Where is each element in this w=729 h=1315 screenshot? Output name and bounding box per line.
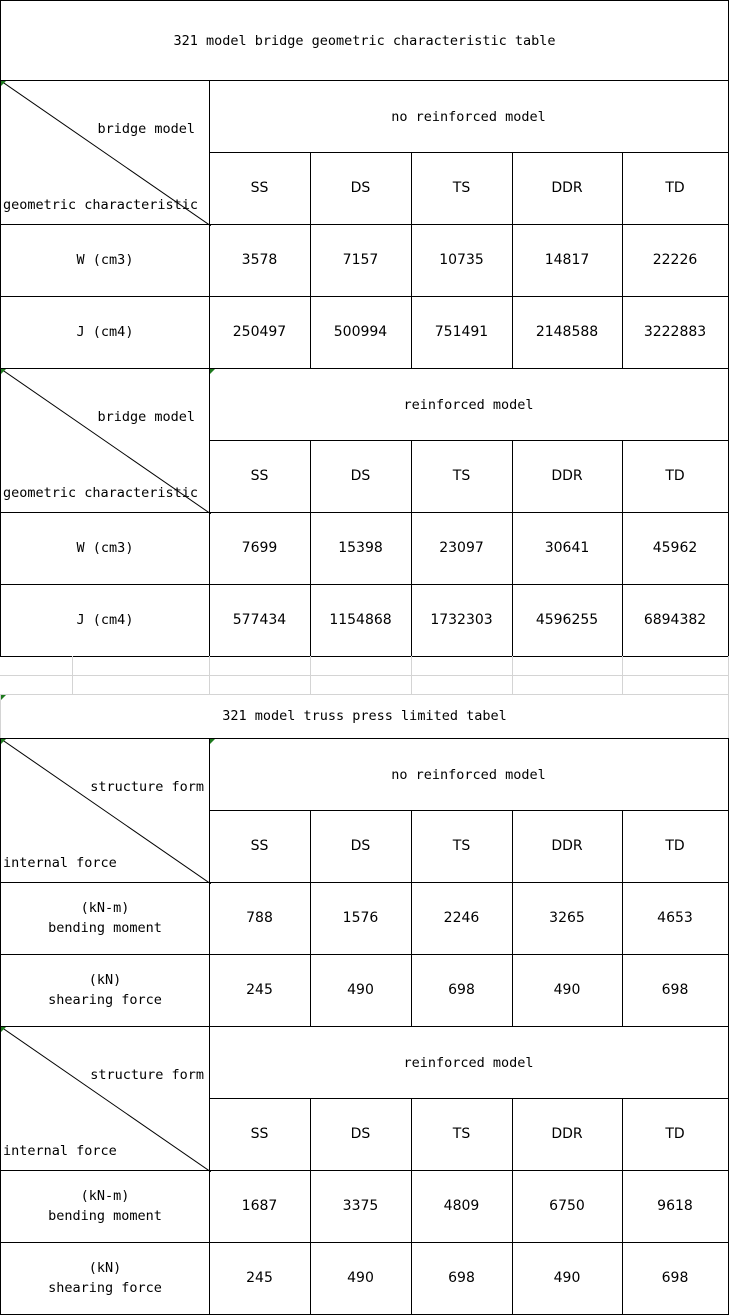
- table2-s1-col-ddr[interactable]: DDR: [512, 810, 623, 883]
- table2-s1-header-top: structure form: [90, 779, 204, 795]
- table2-s2-header-bottom: internal force: [3, 1143, 117, 1159]
- cell-comment-marker: [1, 695, 6, 700]
- table1-s1-header-top: bridge model: [97, 121, 195, 137]
- table1-s1-col-ss[interactable]: SS: [209, 152, 311, 225]
- empty-cell[interactable]: [512, 675, 623, 695]
- empty-cell[interactable]: [622, 675, 729, 695]
- row-label-unit: (kN-m): [80, 900, 130, 916]
- table2-s2-col-ddr[interactable]: DDR: [512, 1098, 623, 1171]
- cell-comment-marker: [1, 369, 6, 374]
- empty-cell[interactable]: [72, 656, 210, 676]
- table2-s2-group[interactable]: reinforced model: [209, 1026, 729, 1099]
- table2-s2-col-ts[interactable]: TS: [411, 1098, 513, 1171]
- table2-s1-cell[interactable]: 2246: [411, 882, 513, 955]
- table1-s2-diagonal-header[interactable]: [0, 368, 210, 513]
- row-label-unit: (kN-m): [80, 1188, 130, 1204]
- table2-s2-row-label[interactable]: [0, 1242, 210, 1315]
- table2-s2-cell[interactable]: 1687: [209, 1170, 311, 1243]
- table1-s2-col-ts[interactable]: TS: [411, 440, 513, 513]
- table1-s1-header-bottom: geometric characteristic: [3, 197, 199, 213]
- table2-title[interactable]: 321 model truss press limited tabel: [0, 694, 729, 739]
- table1-s1-cell[interactable]: 2148588: [512, 296, 623, 369]
- table1-s1-cell[interactable]: 14817: [512, 224, 623, 297]
- table1-s1-cell[interactable]: 3222883: [622, 296, 729, 369]
- table2-s1-cell[interactable]: 1576: [310, 882, 412, 955]
- table1-s2-col-ss[interactable]: SS: [209, 440, 311, 513]
- table2-s2-row-label[interactable]: [0, 1170, 210, 1243]
- empty-cell[interactable]: [411, 656, 513, 676]
- table2-s1-col-ts[interactable]: TS: [411, 810, 513, 883]
- table2-s1-row-label[interactable]: [0, 954, 210, 1027]
- row-label-unit: (kN): [88, 972, 122, 988]
- table2-s2-diagonal-header[interactable]: [0, 1026, 210, 1171]
- table1-s1-row-label[interactable]: W (cm3): [0, 224, 210, 297]
- table1-s1-row-label[interactable]: J (cm4): [0, 296, 210, 369]
- table1-s1-col-td[interactable]: TD: [622, 152, 729, 225]
- table2-s2-cell[interactable]: 9618: [622, 1170, 729, 1243]
- table2-s2-col-td[interactable]: TD: [622, 1098, 729, 1171]
- table1-s1-col-ds[interactable]: DS: [310, 152, 412, 225]
- table2-s1-header-bottom: internal force: [3, 855, 117, 871]
- table1-s2-group[interactable]: reinforced model: [209, 368, 729, 441]
- table2-s1-cell[interactable]: 788: [209, 882, 311, 955]
- table2-s2-cell[interactable]: 3375: [310, 1170, 412, 1243]
- table1-s2-cell[interactable]: 30641: [512, 512, 623, 585]
- table2-s1-diagonal-header[interactable]: [0, 738, 210, 883]
- table2-s2-col-ds[interactable]: DS: [310, 1098, 412, 1171]
- table2-s1-cell[interactable]: 4653: [622, 882, 729, 955]
- table1-s2-cell[interactable]: 23097: [411, 512, 513, 585]
- cell-comment-marker: [210, 369, 215, 374]
- table1-s2-cell[interactable]: 4596255: [512, 584, 623, 657]
- empty-cell[interactable]: [622, 656, 729, 676]
- table1-s2-header-top: bridge model: [97, 409, 195, 425]
- table2-s1-cell[interactable]: 698: [411, 954, 513, 1027]
- table1-s1-diagonal-header[interactable]: [0, 80, 210, 225]
- table1-s2-row-label[interactable]: J (cm4): [0, 584, 210, 657]
- table1-s2-col-td[interactable]: TD: [622, 440, 729, 513]
- table2-s2-cell[interactable]: 6750: [512, 1170, 623, 1243]
- table2-s2-cell[interactable]: 490: [310, 1242, 412, 1315]
- row-label-name: bending moment: [48, 920, 162, 936]
- table1-s2-header-bottom: geometric characteristic: [3, 485, 199, 501]
- row-label-name: bending moment: [48, 1208, 162, 1224]
- empty-cell[interactable]: [72, 675, 210, 695]
- empty-cell[interactable]: [411, 675, 513, 695]
- empty-cell[interactable]: [209, 675, 311, 695]
- table2-s1-cell[interactable]: 3265: [512, 882, 623, 955]
- cell-comment-marker: [1, 739, 6, 744]
- table2-s2-cell[interactable]: 490: [512, 1242, 623, 1315]
- cell-comment-marker: [1, 81, 6, 86]
- table1-s1-cell[interactable]: 500994: [310, 296, 412, 369]
- empty-cell[interactable]: [0, 675, 73, 695]
- table1-s1-group[interactable]: no reinforced model: [209, 80, 729, 153]
- table2-s1-col-td[interactable]: TD: [622, 810, 729, 883]
- table1-s2-cell[interactable]: 15398: [310, 512, 412, 585]
- table2-s2-cell[interactable]: 698: [622, 1242, 729, 1315]
- table1-s1-col-ts[interactable]: TS: [411, 152, 513, 225]
- empty-cell[interactable]: [310, 675, 412, 695]
- row-label-unit: (kN): [88, 1260, 122, 1276]
- table2-s2-cell[interactable]: 698: [411, 1242, 513, 1315]
- cell-comment-marker: [210, 739, 215, 744]
- table2-s2-cell[interactable]: 4809: [411, 1170, 513, 1243]
- empty-cell[interactable]: [512, 656, 623, 676]
- table1-s1-cell[interactable]: 22226: [622, 224, 729, 297]
- table1-s1-cell[interactable]: 10735: [411, 224, 513, 297]
- table1-s2-cell[interactable]: 45962: [622, 512, 729, 585]
- table1-s2-cell[interactable]: 6894382: [622, 584, 729, 657]
- table2-s1-group[interactable]: no reinforced model: [209, 738, 729, 811]
- empty-cell[interactable]: [0, 656, 73, 676]
- table2-s2-cell[interactable]: 245: [209, 1242, 311, 1315]
- table2-s1-col-ss[interactable]: SS: [209, 810, 311, 883]
- table1-title[interactable]: 321 model bridge geometric characteristic table: [0, 0, 729, 81]
- table2-s1-cell[interactable]: 245: [209, 954, 311, 1027]
- table1-s1-cell[interactable]: 751491: [411, 296, 513, 369]
- empty-cell[interactable]: [310, 656, 412, 676]
- table1-s1-cell[interactable]: 250497: [209, 296, 311, 369]
- table1-s2-col-ddr[interactable]: DDR: [512, 440, 623, 513]
- empty-cell[interactable]: [209, 656, 311, 676]
- row-label-name: shearing force: [48, 1280, 162, 1296]
- table1-s1-col-ddr[interactable]: DDR: [512, 152, 623, 225]
- table2-s2-col-ss[interactable]: SS: [209, 1098, 311, 1171]
- table1-s1-cell[interactable]: 7157: [310, 224, 412, 297]
- table1-s2-cell[interactable]: 1732303: [411, 584, 513, 657]
- table1-s2-cell[interactable]: 577434: [209, 584, 311, 657]
- table1-s2-row-label[interactable]: W (cm3): [0, 512, 210, 585]
- table2-s1-cell[interactable]: 490: [512, 954, 623, 1027]
- row-label-name: shearing force: [48, 992, 162, 1008]
- table2-s2-header-top: structure form: [90, 1067, 204, 1083]
- cell-comment-marker: [1, 1027, 6, 1032]
- table1-s2-cell[interactable]: 7699: [209, 512, 311, 585]
- table2-s1-row-label[interactable]: [0, 882, 210, 955]
- table2-s1-cell[interactable]: 698: [622, 954, 729, 1027]
- table1-s2-col-ds[interactable]: DS: [310, 440, 412, 513]
- table1-s2-cell[interactable]: 1154868: [310, 584, 412, 657]
- table1-s1-cell[interactable]: 3578: [209, 224, 311, 297]
- table2-s1-col-ds[interactable]: DS: [310, 810, 412, 883]
- table2-s1-cell[interactable]: 490: [310, 954, 412, 1027]
